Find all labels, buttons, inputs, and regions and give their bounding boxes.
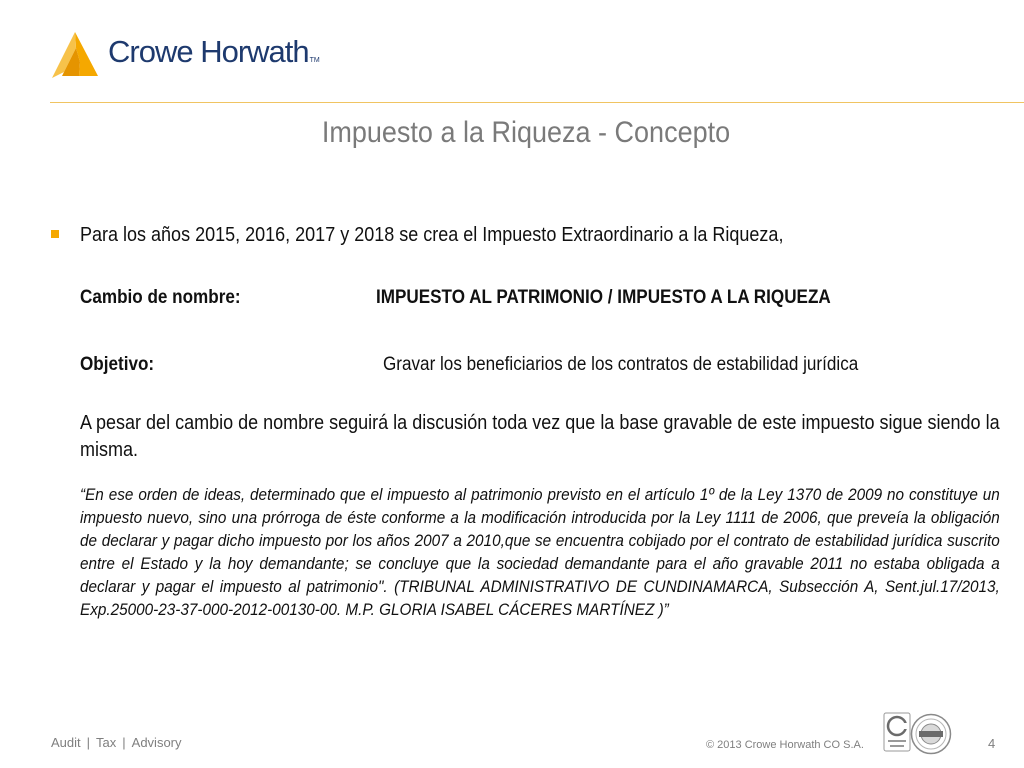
cambio-label: Cambio de nombre: bbox=[80, 287, 241, 308]
slide-body bbox=[80, 222, 1000, 621]
trademark: TM bbox=[309, 57, 320, 64]
footer-services bbox=[51, 735, 182, 750]
bullet-square-icon bbox=[51, 230, 59, 238]
cambio-value: IMPUESTO AL PATRIMONIO / IMPUESTO A LA RIQUEZA bbox=[376, 287, 831, 308]
objetivo-row bbox=[80, 354, 1000, 381]
iqnet-certificate-icon bbox=[910, 713, 952, 755]
footer-copyright: © 2013 Crowe Horwath CO S.A. bbox=[706, 739, 864, 751]
objetivo-label: Objetivo: bbox=[80, 354, 155, 375]
objetivo-value: Gravar los beneficiarios de los contratos de estabilidad jurídica bbox=[383, 354, 859, 375]
slide-title: Impuesto a la Riqueza - Concepto bbox=[321, 116, 731, 149]
logo-wordmark: Crowe HorwathTM bbox=[108, 34, 320, 69]
logo-mark-icon bbox=[50, 32, 100, 78]
page-number: 4 bbox=[988, 736, 996, 751]
court-quote: “En ese orden de ideas, determinado que el impuesto al patrimonio previsto en el artículo 1º de la Ley 1370 de 2009 no constituye un impuesto nuevo, sino una prórroga de éste conforme a la modificación introducida por la Ley 1111 de 2006, que preveía la obligación de declarar y pagar dicho impuesto por los años 2007 a 2010,que se encuentra cobijado por el contrato de estabilidad jurídica suscrito entre el Estado y la hoy demandante; se concluye que la sociedad demandante para el año gravable 2011 no estaba obligada a declarar y pagar el impuesto al patrimonio". (TRIBUNAL ADMINISTRATIVO DE CUNDINAMARCA, Subsección A, Sent.jul.17/2013, Exp.25000-23-37-000-2012-00130-00. M.P. GLORIA ISABEL CÁCERES MARTÍNEZ )” bbox=[80, 485, 1000, 619]
header-divider bbox=[50, 102, 1024, 103]
bullet-item bbox=[80, 222, 1000, 249]
footer-service-tax: Tax bbox=[96, 735, 117, 750]
footer-separator: | bbox=[122, 735, 126, 750]
footer-separator: | bbox=[86, 735, 91, 750]
note-paragraph: A pesar del cambio de nombre seguirá la discusión toda vez que la base gravable de este impuesto sigue siendo la misma. bbox=[80, 412, 1000, 461]
bullet-text: Para los años 2015, 2016, 2017 y 2018 se crea el Impuesto Extraordinario a la Riqueza, bbox=[80, 224, 784, 246]
cambio-row bbox=[80, 287, 1000, 314]
footer-service-audit: Audit bbox=[51, 735, 81, 750]
footer-service-advisory: Advisory bbox=[131, 735, 182, 750]
iso-9001-certificate-icon bbox=[883, 712, 911, 752]
